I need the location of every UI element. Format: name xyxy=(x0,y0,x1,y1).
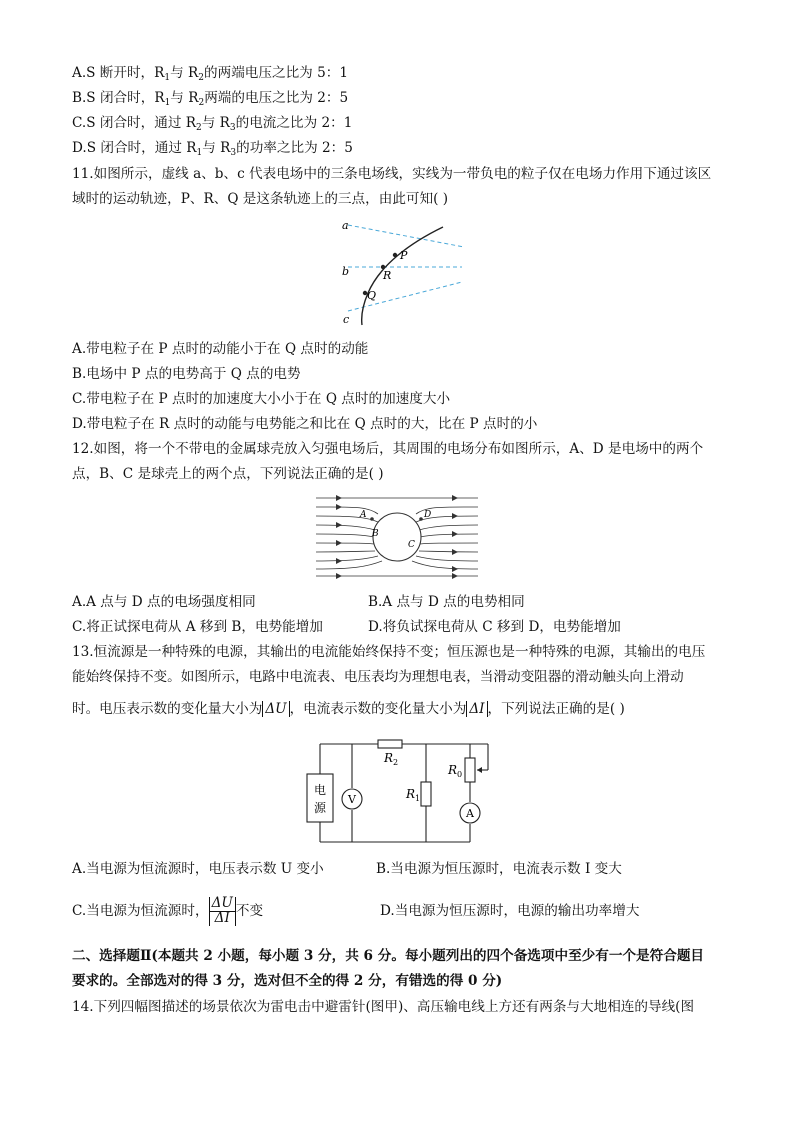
q12-option-a: A.A 点与 D 点的电场强度相同 xyxy=(72,594,256,610)
q11-option-b: B.电场中 P 点的电势高于 Q 点的电势 xyxy=(72,366,301,382)
point-p xyxy=(393,253,397,257)
label-d: D xyxy=(424,510,432,520)
q10-option-b: B.S 闭合时，$R_1$与 $R_2$两端的电压之比为 2：5 xyxy=(72,90,349,108)
q13-option-d: D.当电源为恒压源时，电源的输出功率增大 xyxy=(380,903,640,919)
q12-sphere-field-figure xyxy=(312,492,482,582)
resistor-r1 xyxy=(421,782,431,806)
q11-option-a: A.带电粒子在 P 点时的动能小于在 Q 点时的动能 xyxy=(72,341,369,357)
label-c: c xyxy=(343,313,350,326)
q13-option-a: A.当电源为恒流源时，电压表示数 U 变小 xyxy=(72,861,324,877)
r0-label: $R_0$ xyxy=(448,763,463,779)
delta-i-expression: ΔI xyxy=(466,701,487,717)
q12-option-b: B.A 点与 D 点的电势相同 xyxy=(368,594,525,610)
point-d-dot xyxy=(419,517,423,521)
metal-sphere-shell xyxy=(373,513,421,561)
label-b: b xyxy=(342,265,350,278)
field-line-a xyxy=(348,225,464,247)
ammeter-label: A xyxy=(466,807,474,820)
q13-option-b: B.当电源为恒压源时，电流表示数 I 变大 xyxy=(376,861,622,877)
q11-option-c: C.带电粒子在 P 点时的加速度大小小于在 Q 点时的加速度大小 xyxy=(72,391,451,407)
q13-stem-line3: 时。电压表示数的变化量大小为 ΔU ，电流表示数的变化量大小为 ΔI ，下列说法正确的是( ) xyxy=(72,701,625,717)
q11-option-d: D.带电粒子在 R 点时的动能与电势能之和比在 Q 点时的大，比在 P 点时的小 xyxy=(72,416,538,432)
q10-option-a: A.S 断开时，$R_1$与 $R_2$的两端电压之比为 5：1 xyxy=(72,65,348,83)
slider-contact-arrow xyxy=(477,767,482,773)
section2-header-line1: 二、选择题Ⅱ(本题共 2 小题，每小题 3 分，共 6 分。每小题列出的四个备选项中至少有一个是符合题目 xyxy=(72,948,705,964)
label-c: C xyxy=(408,540,415,550)
label-b: B xyxy=(372,529,379,539)
label-r: R xyxy=(383,269,392,282)
q12-option-c: C.将正试探电荷从 A 移到 B，电势能增加 xyxy=(72,619,323,635)
field-line-c xyxy=(348,282,462,311)
source-label-2: 源 xyxy=(313,801,327,815)
q13-stem-line2: 能始终保持不变。如图所示，电路中电流表、电压表均为理想电表，当滑动变阻器的滑动触头向上滑动 xyxy=(72,669,684,685)
voltmeter-label: V xyxy=(348,793,356,806)
source-label-1: 电 xyxy=(313,783,327,797)
resistor-r2 xyxy=(378,740,402,748)
q11-field-figure xyxy=(330,215,470,327)
r1-label: $R_1$ xyxy=(406,787,421,803)
point-a-dot xyxy=(370,517,374,521)
rheostat-r0 xyxy=(465,758,475,782)
label-p: P xyxy=(400,249,408,262)
q13-stem-line1: 13.恒流源是一种特殊的电源，其输出的电流能始终保持不变；恒压源也是一种特殊的电源，其输出的电压 xyxy=(72,644,706,660)
r2-label: $R_2$ xyxy=(384,751,399,767)
q10-option-d: D.S 闭合时，通过 $R_1$与 $R_3$的功率之比为 2：5 xyxy=(72,140,353,158)
q11-stem-line1: 11.如图所示，虚线 a、b、c 代表电场中的三条电场线，实线为一带负电的粒子仅在电场力作用下通过该区 xyxy=(72,166,712,182)
label-a: a xyxy=(342,219,349,232)
q10-option-c: C.S 闭合时，通过 $R_2$与 $R_3$的电流之比为 2：1 xyxy=(72,115,353,133)
particle-trajectory xyxy=(362,227,443,325)
q12-stem-line2: 点，B、C 是球壳上的两个点，下列说法正确的是( ) xyxy=(72,466,384,482)
section2-header-line2: 要求的。全部选对的得 3 分，选对但不全的得 2 分，有错选的得 0 分) xyxy=(72,973,503,989)
q12-option-d: D.将负试探电荷从 C 移到 D，电势能增加 xyxy=(368,619,621,635)
q13-option-c: C.当电源为恒流源时， $\frac{\Delta U}{\Delta I}$ 不变 xyxy=(72,895,264,926)
q14-stem-line1: 14.下列四幅图描述的场景依次为雷电击中避雷针(图甲)、高压输电线上方还有两条与大地相连的导线(图 xyxy=(72,999,695,1015)
q11-stem-line2: 域时的运动轨迹，P、R、Q 是这条轨迹上的三点，由此可知( ) xyxy=(72,191,449,207)
delta-u-expression: ΔU xyxy=(262,701,289,717)
label-a: A xyxy=(360,510,367,520)
label-q: Q xyxy=(367,289,377,302)
q13-circuit-figure xyxy=(298,732,498,848)
q12-stem-line1: 12.如图，将一个不带电的金属球壳放入匀强电场后，其周围的电场分布如图所示，A、D 是电场中的两个 xyxy=(72,441,704,457)
delta-u-over-delta-i-fraction: $\frac{\Delta U}{\Delta I}$ xyxy=(209,897,236,925)
